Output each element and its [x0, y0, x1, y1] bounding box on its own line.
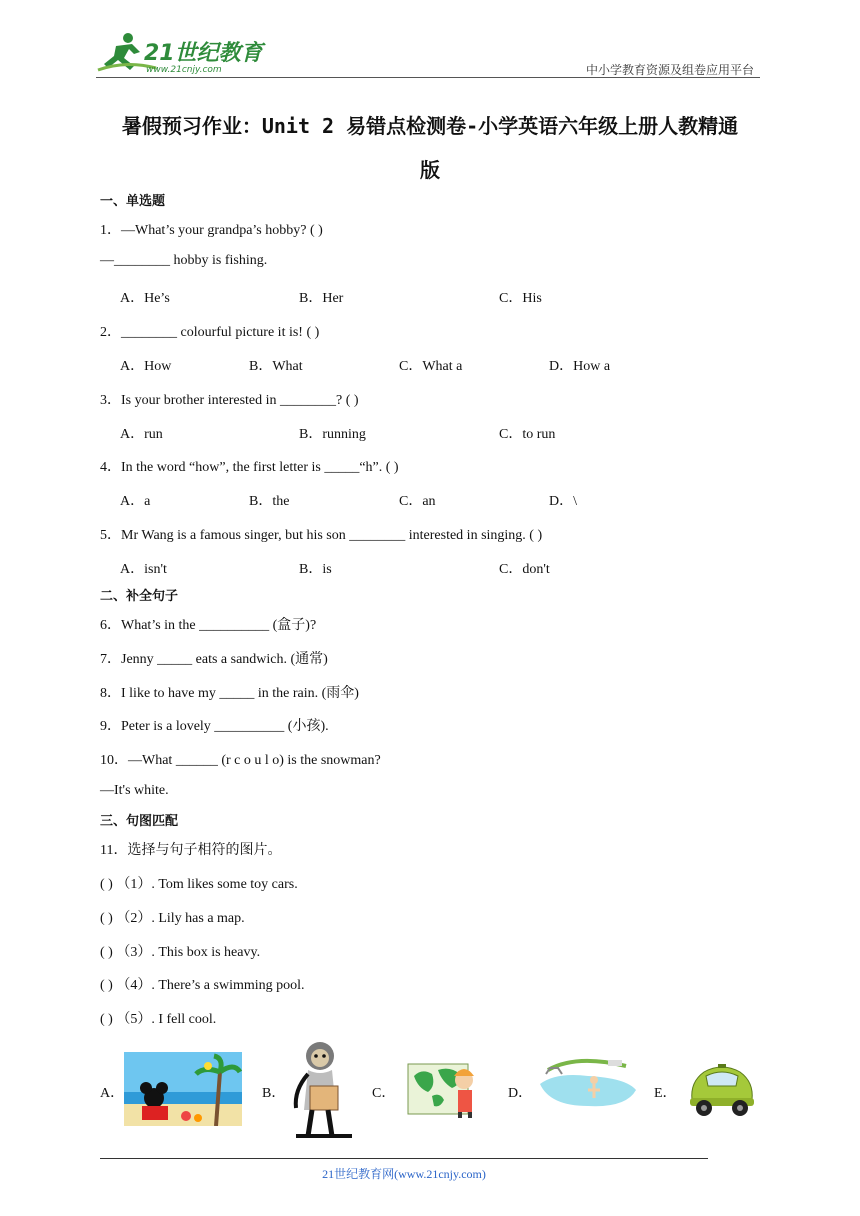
- q4-stem: 4．In the word “how”, the first letter is _____“h”. ( ): [100, 460, 399, 475]
- q3-option-b[interactable]: B．running: [299, 427, 366, 442]
- q1-option-b[interactable]: B．Her: [299, 291, 344, 306]
- toy-car-picture-icon[interactable]: [686, 1058, 758, 1120]
- q3-option-a[interactable]: A．run: [120, 427, 163, 442]
- footer-divider: [100, 1158, 708, 1159]
- q10-answer-line: —It's white.: [100, 783, 169, 798]
- section-heading-single-choice: 一、单选题: [100, 194, 166, 209]
- footer-link[interactable]: 21世纪教育网(www.21cnjy.com): [322, 1167, 486, 1181]
- match-item-text: （5）. I fell cool.: [116, 1012, 217, 1027]
- girl-with-map-picture-icon[interactable]: [406, 1058, 482, 1120]
- q6-stem: 6．What’s in the __________ (盒子)?: [100, 618, 317, 633]
- match-item-text: （2）. Lily has a map.: [116, 911, 245, 926]
- beach-picture-icon[interactable]: [124, 1052, 242, 1126]
- q5-option-b[interactable]: B．is: [299, 562, 332, 577]
- q5-stem: 5．Mr Wang is a famous singer, but his son ________ interested in singing. ( ): [100, 528, 543, 543]
- answer-bracket[interactable]: ( ): [100, 978, 113, 993]
- q4-option-a[interactable]: A．a: [120, 494, 151, 509]
- q2-stem: 2．________ colourful picture it is! ( ): [100, 325, 320, 340]
- pic-label-d: D．: [508, 1086, 533, 1101]
- match-item-2: [100, 907, 245, 927]
- match-item-text: （3）. This box is heavy.: [116, 945, 261, 960]
- q2-option-d[interactable]: D．How a: [549, 359, 611, 374]
- match-item-4: [100, 974, 305, 994]
- title-line-2: 版: [420, 158, 440, 182]
- q4-option-c[interactable]: C．an: [399, 494, 436, 509]
- q10-stem: 10．—What ______ (r c o u l o) is the snowman?: [100, 753, 381, 768]
- answer-bracket[interactable]: ( ): [100, 877, 113, 892]
- runner-logo-icon: [96, 30, 266, 76]
- q5-option-a[interactable]: A．isn't: [120, 562, 167, 577]
- header-divider: [96, 77, 760, 78]
- title-line-1: 暑假预习作业：Unit 2 易错点检测卷-小学英语六年级上册人教精通: [121, 114, 739, 138]
- q4-option-d[interactable]: D．\: [549, 494, 577, 509]
- q1-option-c[interactable]: C．His: [499, 291, 542, 306]
- logo-text: 21世纪教育: [144, 41, 263, 66]
- pic-label-a: A．: [100, 1086, 125, 1101]
- q1-line2: —________ hobby is fishing.: [100, 253, 268, 268]
- match-item-text: （1）. Tom likes some toy cars.: [116, 877, 298, 892]
- answer-bracket[interactable]: ( ): [100, 911, 113, 926]
- swimming-pool-picture-icon[interactable]: [536, 1054, 642, 1114]
- match-item-3: [100, 941, 260, 961]
- pic-label-e: E．: [654, 1086, 677, 1101]
- q7-stem: 7．Jenny _____ eats a sandwich. (通常): [100, 652, 328, 667]
- section-heading-complete-sentences: 二、补全句子: [100, 589, 179, 604]
- q2-option-a[interactable]: A．How: [120, 359, 172, 374]
- section-heading-picture-matching: 三、句图匹配: [100, 814, 179, 829]
- match-item-5: [100, 1008, 216, 1028]
- pic-label-c: C．: [372, 1086, 396, 1101]
- match-item-1: [100, 873, 298, 893]
- match-item-text: （4）. There’s a swimming pool.: [116, 978, 305, 993]
- q1-stem: 1．—What’s your grandpa’s hobby? ( ): [100, 223, 323, 238]
- logo: [96, 30, 266, 76]
- page-header: [96, 30, 760, 80]
- q8-stem: 8．I like to have my _____ in the rain. (雨伞): [100, 686, 359, 701]
- answer-bracket[interactable]: ( ): [100, 945, 113, 960]
- page-title: [96, 104, 764, 192]
- pic-label-b: B．: [262, 1086, 286, 1101]
- q2-option-b[interactable]: B．What: [249, 359, 303, 374]
- q1-option-a[interactable]: A．He’s: [120, 291, 170, 306]
- q3-option-c[interactable]: C．to run: [499, 427, 556, 442]
- logo-url: www.21cnjy.com: [146, 65, 222, 75]
- q2-option-c[interactable]: C．What a: [399, 359, 463, 374]
- answer-bracket[interactable]: ( ): [100, 1012, 113, 1027]
- q4-option-b[interactable]: B．the: [249, 494, 290, 509]
- platform-name: 中小学教育资源及组卷应用平台: [585, 63, 754, 77]
- picture-options-row: [96, 1040, 776, 1150]
- q3-stem: 3．Is your brother interested in ________? ( ): [100, 393, 359, 408]
- q5-option-c[interactable]: C．don't: [499, 562, 550, 577]
- q11-stem: 11．选择与句子相符的图片。: [100, 843, 282, 858]
- monkey-with-box-picture-icon[interactable]: [286, 1040, 354, 1140]
- q9-stem: 9．Peter is a lovely __________ (小孩).: [100, 719, 329, 734]
